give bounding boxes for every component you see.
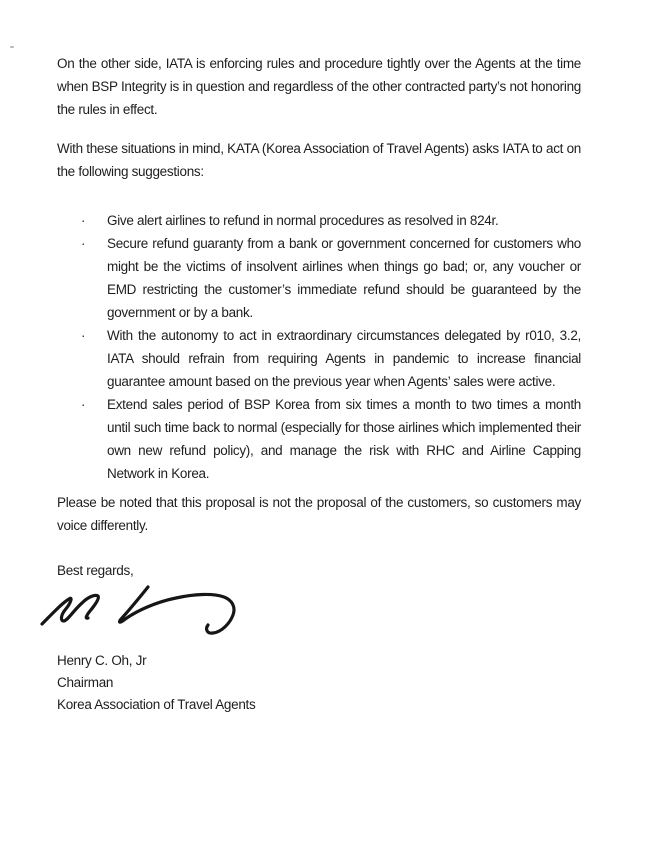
paragraph-proposal-note: Please be noted that this proposal is not the proposal of the customers, so customers may voice differently.	[57, 495, 581, 533]
signer-organization: Korea Association of Travel Agents	[57, 697, 256, 712]
bullet-icon: ·	[81, 328, 86, 343]
bullet-icon: ·	[81, 236, 86, 251]
list-item-refund-guaranty	[57, 232, 581, 324]
signature-image	[40, 584, 581, 642]
signer-name: Henry C. Oh, Jr	[57, 653, 147, 668]
paragraph-iata-enforcing: On the other side, IATA is enforcing rules and procedure tightly over the Agents at the time when BSP Integrity is in question and regardless of the other contracted party’s not honoring the rules in effect.	[57, 56, 581, 117]
scan-artifact-mark	[10, 46, 14, 48]
list-item-text: Extend sales period of BSP Korea from six times a month to two times a month until such time back to normal (especially for those airlines which implemented their own new refund policy), and manage the risk with RHC and Airline Capping Network in Korea.	[107, 397, 581, 481]
signature-stroke-left	[42, 595, 98, 624]
suggestions-list	[57, 209, 581, 485]
bullet-icon: ·	[81, 397, 86, 412]
bullet-icon: ·	[81, 213, 86, 228]
signer-title: Chairman	[57, 675, 114, 690]
list-item-text: Give alert airlines to refund in normal procedures as resolved in 824r.	[107, 213, 499, 228]
list-item-refund-procedures	[57, 209, 581, 232]
closing-salutation: Best regards,	[57, 563, 134, 578]
paragraph-kata-request: With these situations in mind, KATA (Korea Association of Travel Agents) asks IATA to act on the following suggestions:	[57, 141, 581, 179]
list-item-text: With the autonomy to act in extraordinary circumstances delegated by r010, 3.2, IATA should refrain from requiring Agents in pandemic to increase financial guarantee amount based on the previous year when Agents’ sales were active.	[107, 328, 581, 389]
list-item-sales-period	[57, 393, 581, 485]
list-item-text: Secure refund guaranty from a bank or government concerned for customers who might be the victims of insolvent airlines when things go bad; or, any voucher or EMD restricting the customer’s immediate refund should be guaranteed by the government or by a bank.	[107, 236, 581, 320]
signature-stroke-right	[120, 587, 234, 633]
signature-block	[57, 650, 581, 716]
list-item-financial-guarantee	[57, 324, 581, 393]
